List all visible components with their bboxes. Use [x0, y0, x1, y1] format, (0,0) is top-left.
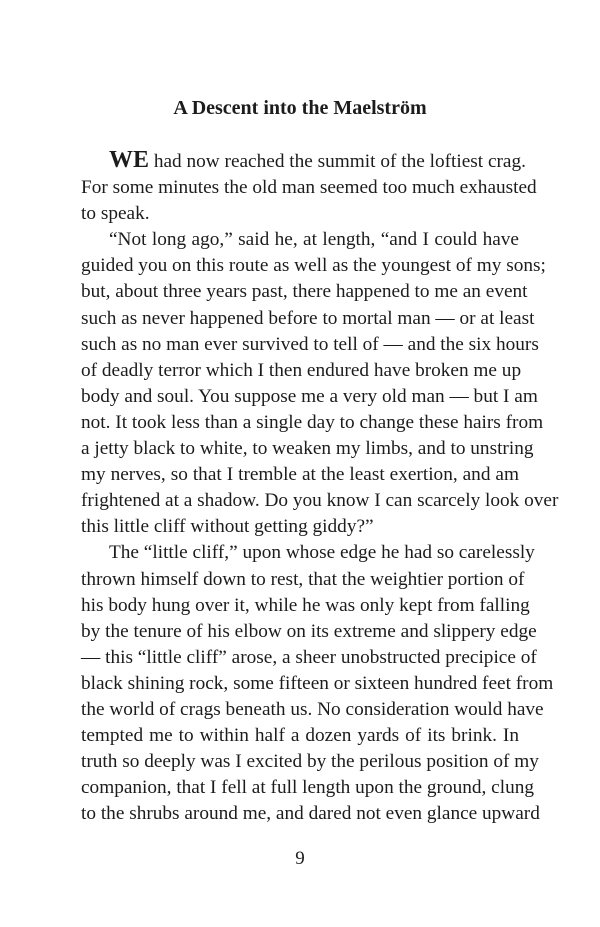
text-line: guided you on this route as well as the youngest of my sons; — [81, 255, 546, 277]
page-number: 9 — [295, 848, 305, 869]
text-line: WE had now reached the summit of the loftiest crag. — [109, 147, 526, 173]
text-line: such as never happened before to mortal man — or at least — [81, 307, 535, 329]
text-line: tempted me to within half a dozen yards of its brink. In — [81, 725, 519, 747]
text-line: but, about three years past, there happened to me an event — [81, 281, 528, 303]
text-line: not. It took less than a single day to change these hairs from — [81, 411, 544, 433]
text-line: The “little cliff,” upon whose edge he had so carelessly — [109, 542, 535, 564]
text-line: my nerves, so that I tremble at the least exertion, and am — [81, 464, 519, 486]
text-line: by the tenure of his elbow on its extreme and slippery edge — [81, 620, 537, 642]
body-text — [81, 147, 559, 827]
text-line: frightened at a shadow. Do you know I can scarcely look over — [81, 490, 559, 512]
text-line: truth so deeply was I excited by the perilous position of my — [81, 751, 539, 773]
paragraph — [81, 540, 554, 827]
text-line: body and soul. You suppose me a very old man — but I am — [81, 385, 538, 407]
drop-cap: WE — [109, 147, 150, 173]
book-page — [81, 0, 559, 927]
paragraph — [81, 227, 559, 540]
text-line: this little cliff without getting giddy?” — [81, 516, 374, 538]
text-line: companion, that I fell at full length upon the ground, clung — [81, 777, 535, 799]
text-line: “Not long ago,” said he, at length, “and I could have — [109, 229, 519, 251]
text-line: thrown himself down to rest, that the weightier portion of — [81, 568, 525, 590]
chapter-title: A Descent into the Maelström — [173, 97, 427, 119]
text-line: the world of crags beneath us. No consideration would have — [81, 698, 544, 720]
text-line: to speak. — [81, 203, 150, 225]
text-line: such as no man ever survived to tell of — and the six hours — [81, 333, 539, 355]
paragraph — [81, 147, 537, 227]
text-line: For some minutes the old man seemed too much exhausted — [81, 177, 537, 199]
text-line: of deadly terror which I then endured have broken me up — [81, 359, 522, 381]
text-line: — this “little cliff” arose, a sheer unobstructed precipice of — [81, 646, 537, 668]
text-line: a jetty black to white, to weaken my limbs, and to unstring — [81, 438, 534, 460]
text-line: black shining rock, some fifteen or sixteen hundred feet from — [81, 672, 554, 694]
text-line: to the shrubs around me, and dared not even glance upward — [81, 803, 540, 825]
text-line: his body hung over it, while he was only kept from falling — [81, 594, 530, 616]
